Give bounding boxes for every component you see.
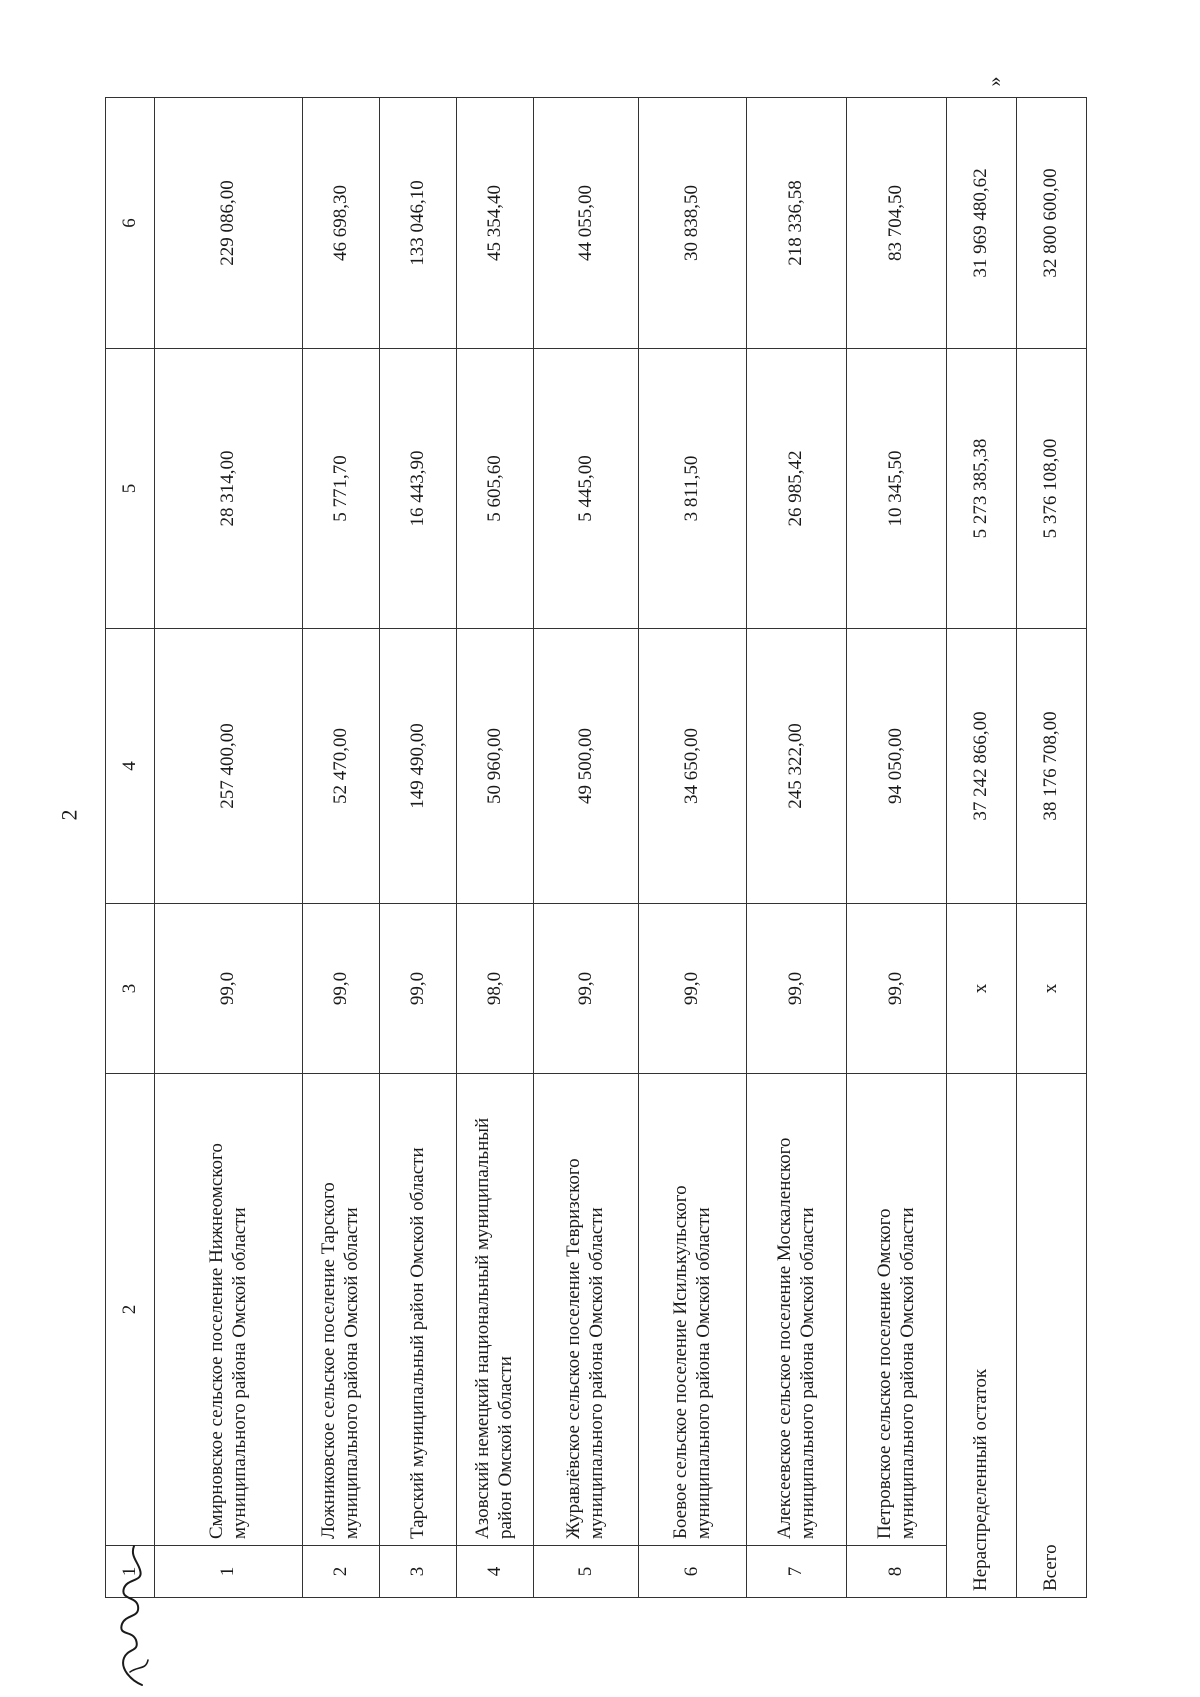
col4-value: 245 322,00	[747, 629, 847, 904]
col4-value: 49 500,00	[534, 629, 639, 904]
unallocated-row	[947, 98, 1017, 1598]
header-cell: 6	[106, 98, 155, 349]
col6-value: 44 055,00	[534, 98, 639, 349]
table-row	[847, 98, 947, 1598]
row-number: 6	[639, 1546, 747, 1598]
col5-value: 5 445,00	[534, 349, 639, 629]
col5-value: 28 314,00	[155, 349, 303, 629]
col4-value: 38 176 708,00	[1017, 629, 1087, 904]
col6-value: 46 698,30	[303, 98, 380, 349]
municipality-name: Смирновское сельское поселение Нижнеомского муниципального района Омской области	[155, 1074, 303, 1546]
col6-value: 45 354,40	[457, 98, 534, 349]
col3-value: х	[1017, 904, 1087, 1074]
allocation-table	[105, 97, 1087, 1598]
col5-value: 5 771,70	[303, 349, 380, 629]
table-row	[457, 98, 534, 1598]
municipality-name: Петровское сельское поселение Омского муниципального района Омской области	[847, 1074, 947, 1546]
row-number: 2	[303, 1546, 380, 1598]
col3-value: х	[947, 904, 1017, 1074]
closing-quote: »	[983, 76, 1006, 87]
col4-value: 52 470,00	[303, 629, 380, 904]
table-row	[155, 98, 303, 1598]
col5-value: 3 811,50	[639, 349, 747, 629]
col6-value: 133 046,10	[380, 98, 457, 349]
col4-value: 34 650,00	[639, 629, 747, 904]
municipality-name: Тарский муниципальный район Омской области	[380, 1074, 457, 1546]
col3-value: 99,0	[534, 904, 639, 1074]
col6-value: 83 704,50	[847, 98, 947, 349]
total-row	[1017, 98, 1087, 1598]
col4-value: 94 050,00	[847, 629, 947, 904]
table-header-row	[106, 98, 155, 1598]
col3-value: 99,0	[380, 904, 457, 1074]
col5-value: 5 376 108,00	[1017, 349, 1087, 629]
municipality-name: Журавлёвское сельское поселение Тевризского муниципального района Омской области	[534, 1074, 639, 1546]
header-cell: 3	[106, 904, 155, 1074]
table-rotated-container	[105, 98, 1062, 1598]
row-number: 8	[847, 1546, 947, 1598]
col3-value: 99,0	[747, 904, 847, 1074]
col3-value: 98,0	[457, 904, 534, 1074]
col6-value: 32 800 600,00	[1017, 98, 1087, 349]
table-row	[303, 98, 380, 1598]
col4-value: 149 490,00	[380, 629, 457, 904]
col6-value: 218 336,58	[747, 98, 847, 349]
row-number: 4	[457, 1546, 534, 1598]
header-cell: 5	[106, 349, 155, 629]
municipality-name: Ложниковское сельское поселение Тарского муниципального района Омской области	[303, 1074, 380, 1546]
col6-value: 31 969 480,62	[947, 98, 1017, 349]
header-cell: 4	[106, 629, 155, 904]
col4-value: 257 400,00	[155, 629, 303, 904]
total-label: Всего	[1017, 1074, 1087, 1598]
handwritten-signature	[90, 1540, 160, 1690]
row-number: 3	[380, 1546, 457, 1598]
municipality-name: Боевое сельское поселение Исилькульского муниципального района Омской области	[639, 1074, 747, 1546]
municipality-name: Алексеевское сельское поселение Москаленского муниципального района Омской области	[747, 1074, 847, 1546]
row-number: 7	[747, 1546, 847, 1598]
col5-value: 10 345,50	[847, 349, 947, 629]
table-row	[639, 98, 747, 1598]
col3-value: 99,0	[303, 904, 380, 1074]
unallocated-label: Нераспределенный остаток	[947, 1074, 1017, 1598]
col6-value: 229 086,00	[155, 98, 303, 349]
col5-value: 26 985,42	[747, 349, 847, 629]
col5-value: 16 443,90	[380, 349, 457, 629]
municipality-name: Азовский немецкий национальный муниципальный район Омской области	[457, 1074, 534, 1546]
row-number: 1	[155, 1546, 303, 1598]
col3-value: 99,0	[639, 904, 747, 1074]
page-number: 2	[56, 809, 82, 821]
col4-value: 37 242 866,00	[947, 629, 1017, 904]
table-row	[380, 98, 457, 1598]
col6-value: 30 838,50	[639, 98, 747, 349]
table-row	[747, 98, 847, 1598]
row-number: 5	[534, 1546, 639, 1598]
col5-value: 5 273 385,38	[947, 349, 1017, 629]
col4-value: 50 960,00	[457, 629, 534, 904]
col3-value: 99,0	[847, 904, 947, 1074]
header-cell: 1	[106, 1546, 155, 1598]
header-cell: 2	[106, 1074, 155, 1546]
col3-value: 99,0	[155, 904, 303, 1074]
col5-value: 5 605,60	[457, 349, 534, 629]
table-row	[534, 98, 639, 1598]
